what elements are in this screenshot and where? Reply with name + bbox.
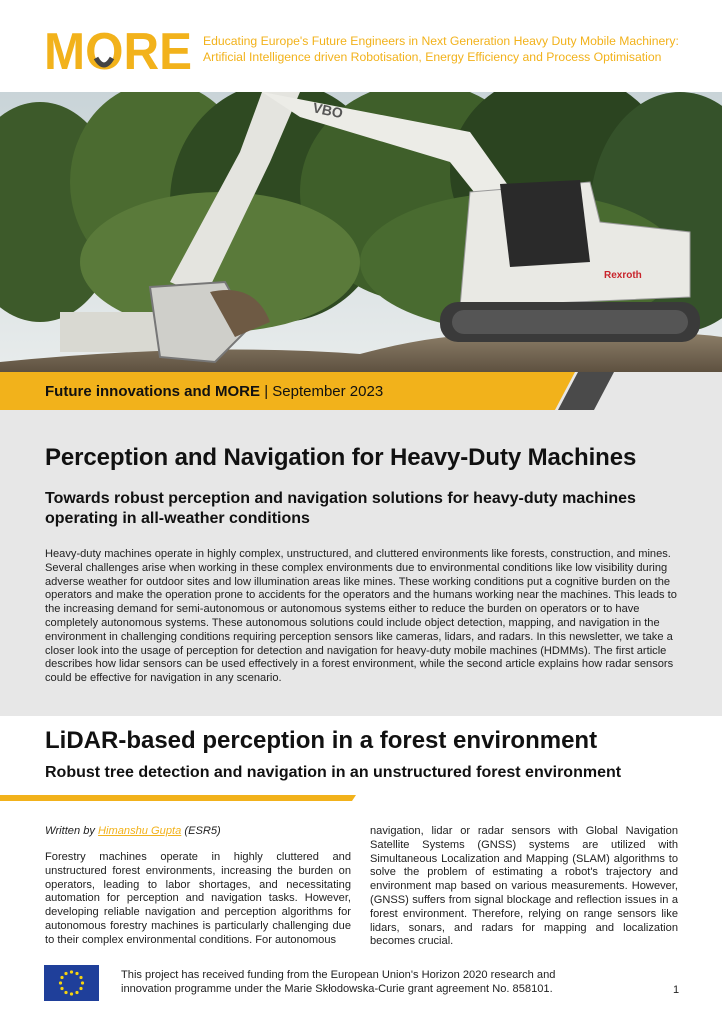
series-name: Future innovations and MORE: [45, 383, 261, 400]
issue-date: September 2023: [272, 383, 384, 400]
page-subtitle: Towards robust perception and navigation solutions for heavy-duty machines operating in all-weather conditions: [45, 490, 636, 527]
excavator-illustration: [0, 92, 722, 372]
page-header: [0, 0, 722, 92]
banner-separator: |: [264, 383, 269, 400]
machine-brand: Rexroth: [604, 270, 642, 281]
issue-line: [45, 383, 383, 400]
more-logo: [44, 24, 194, 80]
author-link[interactable]: Himanshu Gupta: [98, 825, 182, 837]
intro-paragraph: Heavy-duty machines operate in highly complex, unstructured, and cluttered environments like forests, construction, and mines. Several challenges arise when working in these complex environments due to environmental conditions like low visibility during adverse weather for outdoor sites and low illumination areas like mines. These working conditions put a cognitive burden on the operators and make the operation prone to accidents for the operators and the humans working near the machines. This leads to the increasing demand for semi-autonomous or autonomous systems either to reduce the burden on operators or to have completely autonomous systems. These autonomous solutions could include object detection, mapping, and navigation in the environment in challenging conditions requiring perception sensors like cameras, lidars, and radars. In this newsletter, we take a closer look into the usage of perception for detection and navigation for heavy-duty mobile machines (HDMMs). The first article describes how lidar sensors can be used effectively in a forest environment, while the second article explains how radar sensors could be effective for navigation in any scenario.: [45, 548, 677, 685]
byline: [45, 825, 221, 837]
author-role: (ESR5): [184, 825, 221, 837]
tagline: Educating Europe's Future Engineers in Next Generation Heavy Duty Mobile Machinery: Artificial Intelligence driven Robotisation, Energy Efficiency and Process Optimisation: [203, 34, 679, 64]
boom-label: VBO: [311, 99, 345, 122]
hero-image: [0, 92, 722, 372]
article-column-1: Forestry machines operate in highly cluttered and unstructured forest environments, increasing the burden on operators, leading to labor shortages, and necessitating automation for perception and navigation tasks. However, developing reliable navigation and perception algorithms for autonomous forestry machines is particularly challenging due to their complex environmental conditions. For autonomous: [45, 851, 351, 946]
eu-flag-icon: [44, 965, 99, 1001]
cab-window: [500, 180, 590, 267]
article-column-2: navigation, lidar or radar sensors with Global Navigation Satellite Systems (GNSS) systems are utilized with Simultaneous Localization and Mapping (SLAM) algorithms to solve the problem of estimating a robot's trajectory and environment map based on various measurements. However, (GNSS) suffers from signal blockage and reflection issues in a forest environment. Therefore, relying on range sensors like lidars, sonars, and radars for mapping and localization becomes crucial.: [370, 825, 678, 948]
funding-notice: This project has received funding from the European Union's Horizon 2020 research and innovation programme under the Marie Skłodowska-Curie grant agreement No. 858101.: [121, 969, 556, 996]
byline-prefix: Written by: [45, 825, 95, 837]
article-title: LiDAR-based perception in a forest environment: [45, 727, 598, 754]
section-divider: [0, 792, 356, 802]
article-subtitle: Robust tree detection and navigation in an unstructured forest environment: [45, 764, 622, 781]
logo-text: MORE: [44, 24, 192, 80]
page-number: 1: [673, 984, 680, 996]
page-title: Perception and Navigation for Heavy-Duty Machines: [45, 444, 637, 471]
